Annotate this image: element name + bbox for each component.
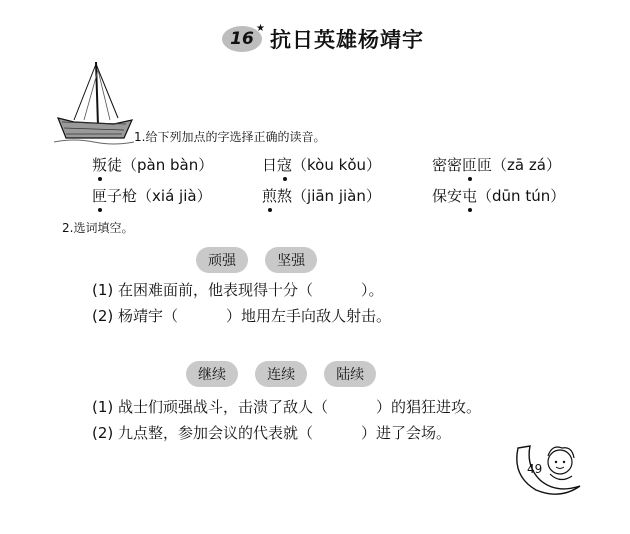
pinyin-item-4: 匣子枪（xiá jià） xyxy=(92,187,212,205)
word-option: 继续 xyxy=(186,361,238,387)
moon-child-icon xyxy=(510,438,590,500)
question-2-label: 2.选词填空。 xyxy=(62,221,134,235)
pinyin-item-2: 日寇（kòu kǒu） xyxy=(262,156,382,174)
pinyin-options: （jiān jiàn） xyxy=(292,187,381,205)
pinyin-item-5: 煎熬（jiān jiàn） xyxy=(262,187,381,205)
pinyin-item-6: 保安屯（dūn tún） xyxy=(432,187,566,205)
word-option: 陆续 xyxy=(324,361,376,387)
word-option: 顽强 xyxy=(196,247,248,273)
pinyin-options: （zā zá） xyxy=(492,156,561,174)
word-bank-1 xyxy=(196,247,317,273)
dotted-char: 寇 xyxy=(277,156,293,174)
sentence-2-2: (2) 九点整，参加会议的代表就（ ）进了会场。 xyxy=(92,424,452,442)
word-option: 连续 xyxy=(255,361,307,387)
dotted-char: 煎 xyxy=(262,187,278,205)
star-icon: ★ xyxy=(256,23,265,34)
pinyin-item-1: 叛徒（pàn bàn） xyxy=(92,156,214,174)
sentence-1-2: (2) 杨靖宇（ ）地用左手向敌人射击。 xyxy=(92,307,392,325)
page-number: 49 xyxy=(527,462,543,476)
sentence-1-1: (1) 在困难面前，他表现得十分（ ）。 xyxy=(92,281,384,299)
question-1-label: 1.给下列加点的字选择正确的读音。 xyxy=(134,130,326,144)
pinyin-item-3: 密密匝匝（zā zá） xyxy=(432,156,561,174)
pinyin-options: （pàn bàn） xyxy=(122,156,214,174)
dotted-char: 匣 xyxy=(92,187,108,205)
dotted-char: 屯 xyxy=(462,187,478,205)
pinyin-options: （xiá jià） xyxy=(137,187,212,205)
word-bank-2 xyxy=(186,361,376,387)
sentence-2-1: (1) 战士们顽强战斗，击溃了敌人（ ）的猖狂进攻。 xyxy=(92,398,482,416)
lesson-title-bar xyxy=(222,22,424,56)
dotted-char: 叛 xyxy=(92,156,108,174)
lesson-number-badge xyxy=(222,23,265,52)
dotted-char: 匝 xyxy=(462,156,478,174)
lesson-number: 16 xyxy=(230,29,254,49)
pinyin-options: （kòu kǒu） xyxy=(292,156,382,174)
word-option: 坚强 xyxy=(265,247,317,273)
pinyin-options: （dūn tún） xyxy=(477,187,566,205)
page-title: 抗日英雄杨靖宇 xyxy=(270,27,424,52)
sailboat-icon xyxy=(54,58,134,146)
